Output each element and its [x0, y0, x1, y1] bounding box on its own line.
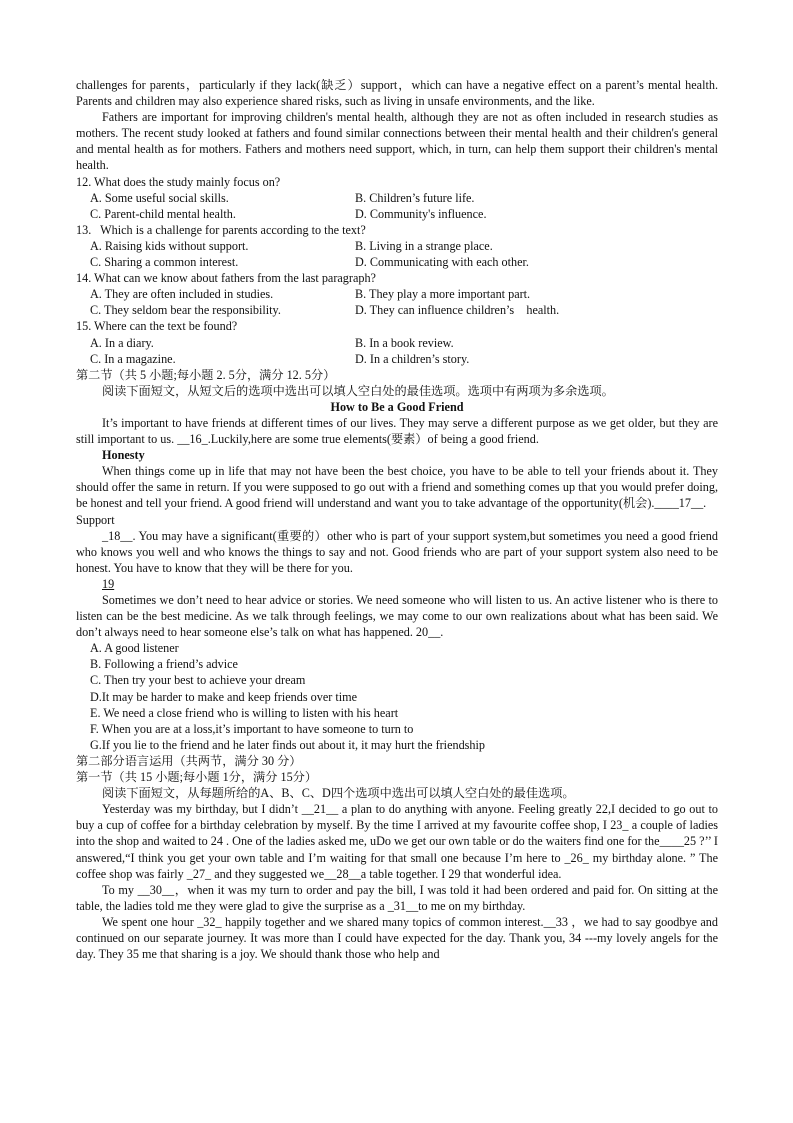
option-a: A. They are often included in studies.	[90, 287, 274, 302]
question-13	[76, 222, 718, 270]
option-a: A. In a diary.	[90, 335, 154, 350]
blank-19: 19	[102, 576, 115, 591]
seven-options-list	[76, 640, 718, 753]
heading-support: Support	[76, 512, 115, 527]
option-b: B. Living in a strange place.	[355, 238, 493, 253]
question-12	[76, 174, 718, 222]
article-paragraph-2: When things come up in life that may not have been the best choice, you have to be able to tell your friends about it. They should offer the same in return. If you were supposed to go out with a friend and something comes up that you would prefer doing, be honest and tell your friend. A good friend will understand and want you to take advantage of the opportunity(机会).____17__.	[76, 464, 718, 511]
passage-paragraph-fathers: Fathers are important for improving children's mental health, although they are not as often included in research studies as mothers. The recent study looked at fathers and found similar connections between their mental health and their children's general and mental health as for mothers. Fathers and mothers need support, which, in turn, can help them support their children's mental health.	[76, 110, 718, 173]
section-2-instructions: 阅读下面短文，从短文后的选项中选出可以填人空白处的最佳选项。选项中有两项为多余选项。	[102, 383, 614, 398]
cloze-paragraph-1: Yesterday was my birthday, but I didn’t __21__ a plan to do anything with anyone. Feeling greatly 22,I decided to go out to buy a cup of coffee for a birthday celebration by myself. By the time I arrived at my favourite coffee shop, I 23_ a couple of ladies into the shop and waited to 24 . One of the ladies asked me, uDo we get our own table or do the waiters find one for the____25 ?’’ I answered,“I think you get your own table and I’m waiting for that small one because I’m here to _26_ my birthday alone. ” The coffee shop was fairly _27_ and they suggested we__28__a table together. I 29 that wonderful idea.	[76, 802, 718, 881]
question-15	[76, 318, 718, 366]
option-d: D. Communicating with each other.	[355, 255, 529, 270]
part-2-header: 第二部分语言运用（共两节，满分 30 分）	[76, 753, 302, 768]
option-c: C. Sharing a common interest.	[90, 255, 239, 270]
article-paragraph-4: Sometimes we don’t need to hear advice or stories. We need someone who will listen to us. An active listener who is there to listen can be the best medicine. As we talk through feelings, we may come to our own realizations about what has been said. We don’t always need to hear someone else’s talk on what has happened. 20__.	[76, 593, 718, 640]
option-item: B. Following a friend’s advice	[90, 657, 238, 672]
article-paragraph-3: _18__. You may have a significant(重要的）other who is part of your support system,but sometimes you need a good friend who knows you well and who knows the things to say and not. Good friends who are part of your support system also need to be honest. You have to know that they will be there for you.	[76, 528, 718, 575]
question-stem: 15. Where can the text be found?	[76, 319, 238, 334]
option-b: B. They play a more important part.	[355, 287, 531, 302]
section-2-header: 第二节（共 5 小题;每小题 2. 5分，满分 12. 5分）	[76, 367, 336, 382]
question-stem: 12. What does the study mainly focus on?	[76, 174, 281, 189]
option-a: A. Some useful social skills.	[90, 190, 229, 205]
option-c: C. Parent-child mental health.	[90, 206, 236, 221]
heading-19	[76, 576, 718, 592]
option-c: C. In a magazine.	[90, 351, 176, 366]
option-item: G.If you lie to the friend and he later finds out about it, it may hurt the friendship	[90, 737, 485, 752]
option-b: B. In a book review.	[355, 335, 454, 350]
option-item: C. Then try your best to achieve your dream	[90, 673, 306, 688]
option-a: A. Raising kids without support.	[90, 238, 249, 253]
question-14	[76, 270, 718, 318]
question-stem: 14. What can we know about fathers from the last paragraph?	[76, 271, 376, 286]
option-b: B. Children’s future life.	[355, 190, 475, 205]
section-1-header: 第一节（共 15 小题;每小题 1分，满分 15分）	[76, 770, 318, 785]
article-paragraph-1: It’s important to have friends at different times of our lives. They may serve a different purpose as we get older, but they are still important to us. __16_.Luckily,here are some true elements(要素）of being a good friend.	[76, 415, 718, 447]
article-title: How to Be a Good Friend	[330, 399, 464, 414]
section-1-instructions: 阅读下面短文，从每题所给的A、B、C、D四个选项中选出可以填人空白处的最佳选项。	[102, 786, 575, 801]
heading-honesty: Honesty	[102, 448, 145, 463]
cloze-paragraph-3: We spent one hour _32_ happily together and we shared many topics of common interest.__33 ，we had to say goodbye and continued on our separate journey. It was more than I could have expected for the day. Thank you, 34 ---my lovely angels for the day. They 35 me that sharing is a joy. We should thank those who help and	[76, 914, 718, 962]
document-page	[76, 77, 718, 962]
option-item: E. We need a close friend who is willing to listen with his heart	[90, 705, 399, 720]
cloze-paragraph-2: To my __30__，when it was my turn to order and pay the bill, I was told it had been ordered and paid for. On sitting at the table, the ladies told me they were glad to give the surprise as a _31__to me on my birthday.	[76, 882, 718, 913]
option-item: D.It may be harder to make and keep friends over time	[90, 689, 358, 704]
option-d: D. They can influence children’s health.	[355, 303, 560, 318]
question-stem: 13. Which is a challenge for parents according to the text?	[76, 222, 366, 237]
option-item: A. A good listener	[90, 641, 179, 656]
option-c: C. They seldom bear the responsibility.	[90, 303, 281, 318]
option-item: F. When you are at a loss,it’s important to have someone to turn to	[90, 721, 414, 736]
passage-paragraph-intro: challenges for parents，particularly if they lack(缺乏）support，which can have a negative effect on a parent’s mental health. Parents and children may also experience shared risks, such as living in unsafe environments, and the like.	[76, 78, 718, 109]
option-d: D. In a children’s story.	[355, 351, 470, 366]
option-d: D. Community's influence.	[355, 206, 487, 221]
